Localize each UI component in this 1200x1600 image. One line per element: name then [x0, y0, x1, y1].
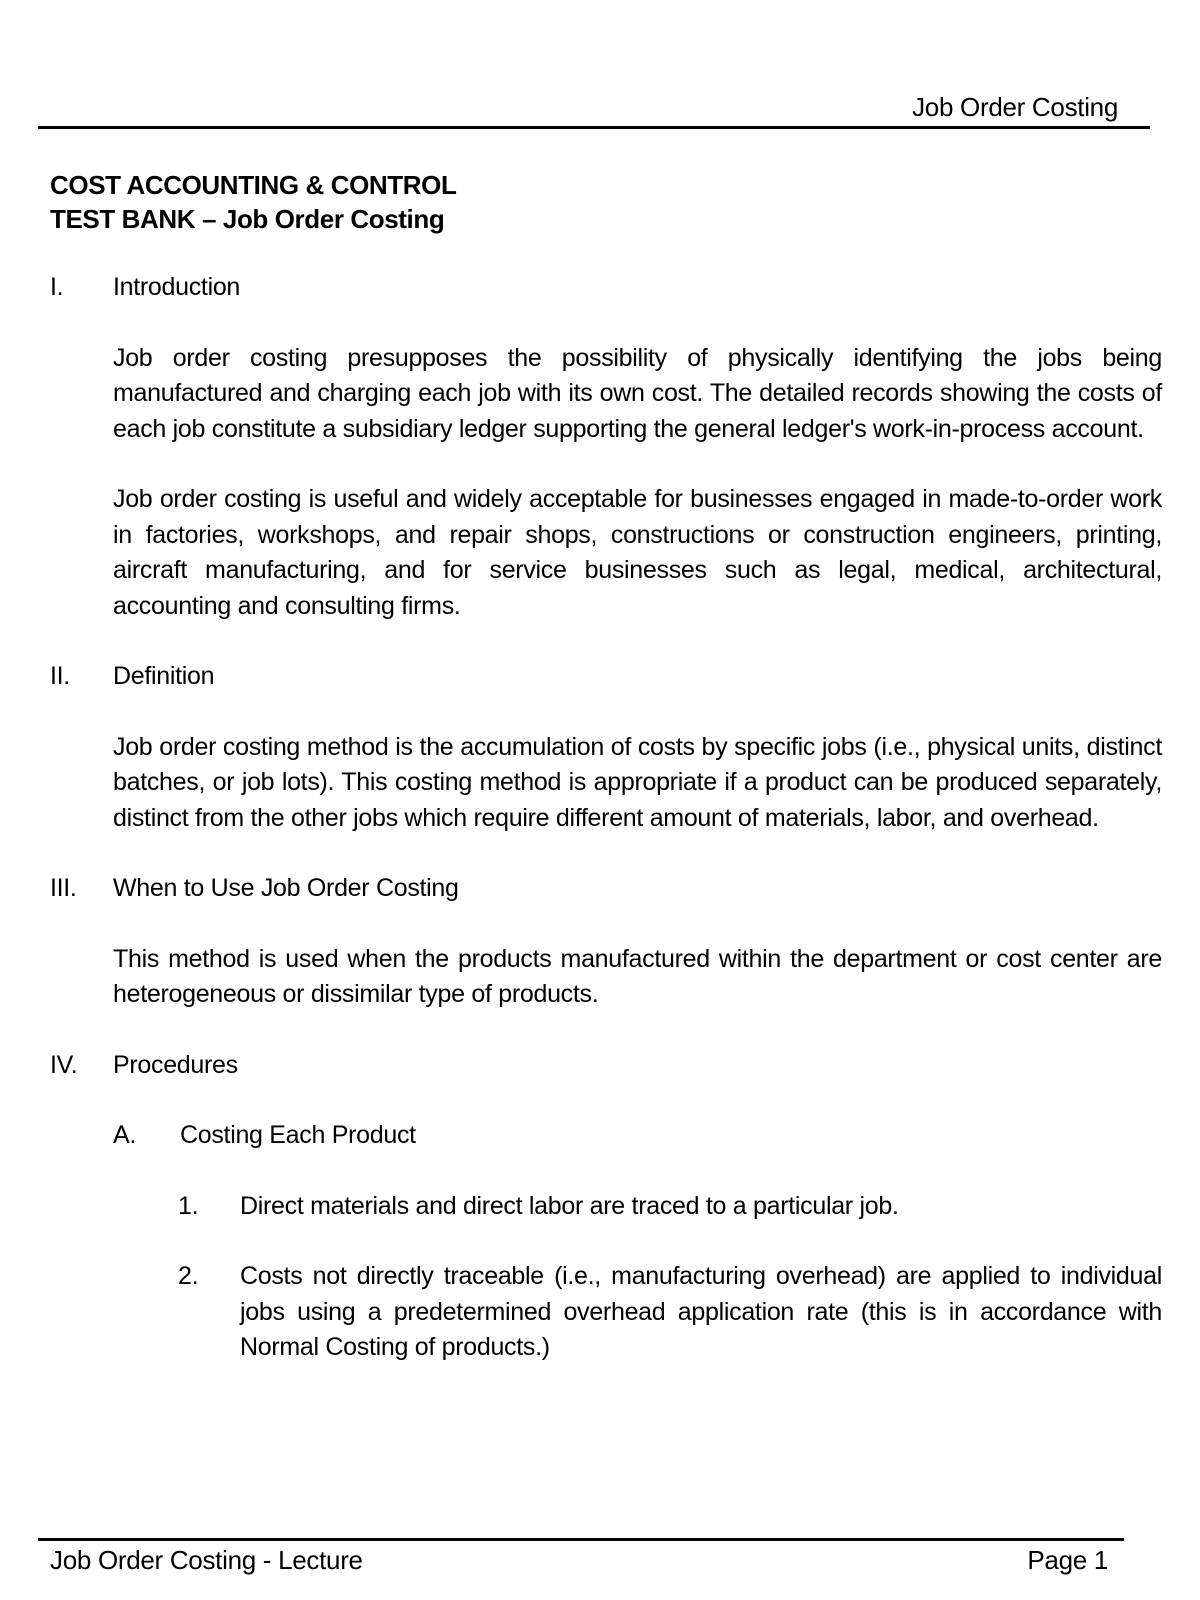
subsection-letter: A.: [113, 1121, 137, 1149]
document-title: COST ACCOUNTING & CONTROL: [50, 170, 457, 200]
footer-title: Job Order Costing - Lecture: [50, 1545, 363, 1575]
section-number: I.: [50, 273, 64, 301]
list-item-text: Direct materials and direct labor are traced to a particular job.: [240, 1191, 899, 1220]
subsection-title: Costing Each Product: [180, 1121, 416, 1149]
section-heading: [50, 1048, 1162, 1084]
paragraph: Job order costing presupposes the possibility of physically identifying the jobs being manufactured and charging each job with its own cost. The detailed records showing the costs of each job constitute a subsidiary ledger supporting the general ledger's work-in-process account.: [113, 343, 1162, 443]
paragraph: Job order costing is useful and widely acceptable for businesses engaged in made-to-order work in factories, workshops, and repair shops, constructions or construction engineers, printing, aircraft manufacturing, and for service businesses such as legal, medical, architectural, accounting and consulting firms.: [113, 485, 1162, 620]
document-body: [50, 270, 1162, 1401]
section-title: Introduction: [113, 273, 241, 301]
paragraph: Job order costing method is the accumulation of costs by specific jobs (i.e., physical units, distinct batches, or job lots). This costing method is appropriate if a product can be produced separately, distinct from the other jobs which require different amount of materials, labor, and overhead.: [113, 732, 1162, 832]
section-definition: [50, 659, 1162, 836]
section-heading: [50, 270, 1162, 306]
section-heading: [50, 871, 1162, 907]
list-item: [178, 1259, 1162, 1366]
subsection-heading: [113, 1118, 1162, 1154]
section-title: Procedures: [113, 1050, 238, 1079]
section-procedures: [50, 1048, 1162, 1366]
list-item-number: 1.: [178, 1191, 199, 1220]
section-number: IV.: [50, 1050, 78, 1079]
section-number: II.: [50, 662, 70, 690]
document-subtitle: TEST BANK – Job Order Costing: [50, 204, 445, 234]
page-number: Page 1: [1027, 1545, 1108, 1575]
section-heading: [50, 659, 1162, 695]
list-item-text: Costs not directly traceable (i.e., manufacturing overhead) are applied to individual jobs using a predetermined overhead application rate (this is in accordance with Normal Costing of products.): [240, 1262, 1162, 1361]
section-when-to-use: [50, 871, 1162, 1013]
list-item-number: 2.: [178, 1262, 199, 1290]
running-footer: [38, 1538, 1124, 1581]
section-number: III.: [50, 874, 77, 902]
paragraph: This method is used when the products manufactured within the department or cost center are heterogeneous or dissimilar type of products.: [113, 944, 1162, 1008]
section-title: When to Use Job Order Costing: [113, 874, 459, 902]
section-introduction: [50, 270, 1162, 624]
list-item: [178, 1189, 1162, 1225]
section-title: Definition: [113, 662, 215, 690]
document-title-block: [50, 168, 456, 236]
running-header-title: Job Order Costing: [912, 92, 1118, 122]
running-header: [38, 88, 1150, 129]
